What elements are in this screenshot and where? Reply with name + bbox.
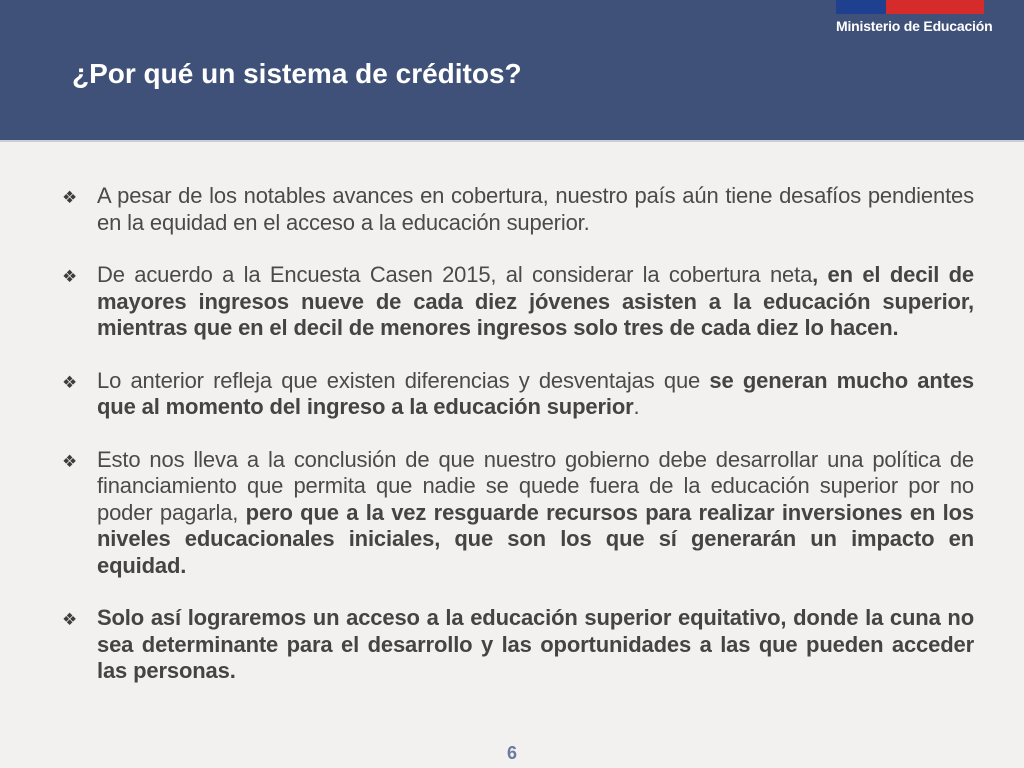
bullet-bold-text: se generan mucho antes que al momento del ingreso a la educación superior <box>97 367 974 419</box>
flag-blue-segment <box>836 0 886 14</box>
diamond-bullet-icon: ❖ <box>62 267 78 286</box>
bullet-text <box>97 368 974 421</box>
flag-red-segment <box>886 0 984 14</box>
diamond-bullet-icon: ❖ <box>62 610 78 629</box>
bullet-text <box>97 183 974 236</box>
diamond-bullet-icon: ❖ <box>62 372 78 392</box>
bullet-list <box>62 183 974 685</box>
bullet-plain-text: De acuerdo a la Encuesta Casen 2015, al considerar la cobertura neta <box>97 262 813 287</box>
flag-stripe <box>836 0 984 14</box>
bullet-item <box>62 605 974 685</box>
bullet-item <box>62 183 974 236</box>
page-number: 6 <box>506 743 517 763</box>
bullet-tail-text: . <box>633 394 640 419</box>
bullet-plain-text: Lo anterior refleja que existen diferencias y desventajas que <box>97 367 710 393</box>
ministry-logo-text: Ministerio de Educación <box>836 18 993 34</box>
bullet-plain-text: A pesar de los notables avances en cobertura, nuestro país aún tiene desafíos pendientes en la equidad en el acceso a la educación superior. <box>97 183 974 235</box>
bullet-item <box>62 262 974 342</box>
header-divider <box>0 140 1024 142</box>
bullet-plain-text: Esto nos lleva a la conclusión de que nuestro gobierno debe desarrollar una política de financiamiento que permita que nadie se quede fuera de la educación superior por no poder pagarla, <box>97 446 974 525</box>
slide-header <box>0 0 1024 140</box>
bullet-text <box>97 605 974 685</box>
diamond-bullet-icon: ❖ <box>62 451 78 471</box>
bullet-bold-text: Solo así lograremos un acceso a la educación superior equitativo, donde la cuna no sea determinante para el desarrollo y las oportunidades a las que pueden acceder las personas. <box>97 605 974 683</box>
bullet-bold-text: pero que a la vez resguarde recursos para realizar inversiones en los niveles educacionales iniciales, que son los que sí generarán un impacto en equidad. <box>97 499 975 578</box>
bullet-text <box>97 262 974 342</box>
diamond-bullet-icon: ❖ <box>62 188 78 207</box>
bullet-bold-text: , en el decil de mayores ingresos nueve de cada diez jóvenes asisten a la educación superior, mientras que en el decil de menores ingresos solo tres de cada diez lo hacen. <box>97 262 974 340</box>
bullet-item <box>62 368 974 421</box>
bullet-text <box>97 447 974 580</box>
slide-title: ¿Por qué un sistema de créditos? <box>72 58 522 89</box>
bullet-item <box>62 447 974 580</box>
